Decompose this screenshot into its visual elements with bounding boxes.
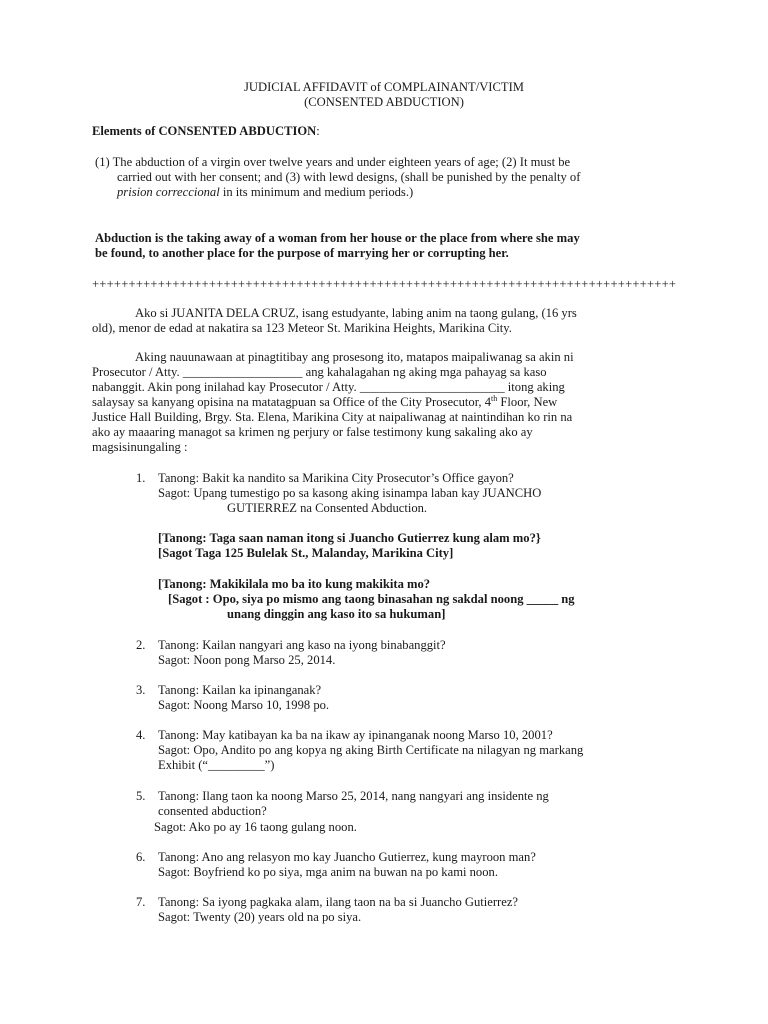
qa-1-answer-line2: GUTIERREZ na Consented Abduction. [227, 501, 428, 515]
document-title: JUDICIAL AFFIDAVIT of COMPLAINANT/VICTIM [244, 80, 524, 94]
qa-5-question-line2: consented abduction? [158, 804, 267, 818]
qa-1-bracket-answer-2-line1: [Sagot : Opo, siya po mismo ang taong binasahan ng sakdal noong _____ ng [168, 592, 575, 606]
intro-p2-line3-a: nabanggit. Akin pong inilahad kay Prosecutor / Atty. [92, 380, 360, 394]
elements-heading [92, 124, 320, 139]
qa-4-number: 4. [136, 728, 146, 742]
document-subtitle: (CONSENTED ABDUCTION) [304, 95, 464, 109]
prision-correccional-text: prision correccional [117, 185, 220, 199]
intro-p2-line3-b: itong aking [504, 380, 565, 394]
qa-1-answer-line1: Sagot: Upang tumestigo po sa kasong aking isinampa laban kay JUANCHO [158, 486, 542, 500]
qa-1-bracket-question-1: [Tanong: Taga saan naman itong si Juancho Gutierrez kung alam mo?} [158, 531, 541, 545]
intro-p2-line5: Justice Hall Building, Brgy. Sta. Elena, Marikina City at naipaliwanag at naintindihan ko rin na [92, 410, 573, 424]
intro-p2-line4-a: salaysay sa kanyang opisina na matatagpuan sa Office of the City Prosecutor, 4 [92, 395, 492, 409]
qa-1-bracket-answer-2-line2: unang dinggin ang kaso ito sa hukuman] [227, 607, 446, 621]
qa-6-question-text: Tanong: Ano ang relasyon mo kay Juancho Gutierrez, kung mayroon man? [158, 850, 536, 864]
qa-1-question-text: Tanong: Bakit ka nandito sa Marikina City Prosecutor’s Office gayon? [158, 471, 514, 485]
qa-7-question [136, 895, 518, 910]
qa-6-question [136, 850, 536, 865]
intro-p2-line2-a: Prosecutor / Atty. [92, 365, 183, 379]
intro-p2-line2 [92, 365, 678, 380]
intro-p2-line4-b: Floor, New [497, 395, 558, 409]
qa-4-answer-line2: Exhibit (“_________”) [158, 758, 275, 772]
qa-2-question [136, 638, 446, 653]
qa-7-number: 7. [136, 895, 146, 909]
elements-heading-bold: Elements of CONSENTED ABDUCTION [92, 124, 317, 138]
qa-2-answer: Sagot: Noon pong Marso 25, 2014. [158, 653, 336, 667]
intro-p1-line2: old), menor de edad at nakatira sa 123 Meteor St. Marikina Heights, Marikina City. [92, 321, 512, 335]
elements-line-3 [117, 185, 413, 200]
qa-1-bracket-question-2: [Tanong: Makikilala mo ba ito kung makikita mo? [158, 577, 431, 591]
qa-3-question [136, 683, 321, 698]
elements-line-3-rest: in its minimum and medium periods.) [219, 185, 414, 199]
separator-line: ++++++++++++++++++++++++++++++++++++++++++++++++++++++++++++++++++++++++++++++++ [92, 277, 677, 291]
qa-1-question [136, 471, 514, 486]
floor-superscript: th [491, 393, 498, 403]
qa-5-answer: Sagot: Ako po ay 16 taong gulang noon. [154, 820, 357, 834]
qa-3-question-text: Tanong: Kailan ka ipinanganak? [158, 683, 322, 697]
intro-p2-line2-b: ang kahalagahan ng aking mga pahayag sa kaso [302, 365, 547, 379]
qa-3-answer: Sagot: Noong Marso 10, 1998 po. [158, 698, 330, 712]
elements-line-1: (1) The abduction of a virgin over twelve years and under eighteen years of age; (2) It must be [95, 155, 571, 169]
qa-4-question [136, 728, 553, 743]
qa-5-question-text: Tanong: Ilang taon ka noong Marso 25, 2014, nang nangyari ang insidente ng [158, 789, 549, 803]
definition-line-2: be found, to another place for the purpose of marrying her or corrupting her. [95, 246, 509, 260]
qa-4-question-text: Tanong: May katibayan ka ba na ikaw ay ipinanganak noong Marso 10, 2001? [158, 728, 553, 742]
qa-7-answer: Sagot: Twenty (20) years old na po siya. [158, 910, 362, 924]
intro-p2-line1: Aking nauunawaan at pinagtitibay ang prosesong ito, matapos maipaliwanag sa akin ni [135, 350, 574, 364]
qa-7-question-text: Tanong: Sa iyong pagkaka alam, ilang taon na ba si Juancho Gutierrez? [158, 895, 519, 909]
qa-6-number: 6. [136, 850, 146, 864]
prosecutor-blank-2[interactable]: _______________________ [359, 380, 505, 394]
elements-heading-colon: : [316, 124, 320, 138]
qa-5-number: 5. [136, 789, 146, 803]
intro-p1-line1: Ako si JUANITA DELA CRUZ, isang estudyante, labing anim na taong gulang, (16 yrs [135, 306, 577, 320]
qa-4-answer-line1: Sagot: Opo, Andito po ang kopya ng aking Birth Certificate na nilagyan ng markang [158, 743, 584, 757]
qa-5-question [136, 789, 678, 804]
qa-6-answer: Sagot: Boyfriend ko po siya, mga anim na buwan na po kami noon. [158, 865, 498, 879]
qa-1-number: 1. [136, 471, 146, 485]
qa-1-bracket-answer-1: [Sagot Taga 125 Bulelak St., Malanday, Marikina City] [158, 546, 454, 560]
qa-2-question-text: Tanong: Kailan nangyari ang kaso na iyong binabanggit? [158, 638, 446, 652]
intro-p2-line6: ako ay maaaring managot sa krimen ng perjury or false testimony kung sakaling ako ay [92, 425, 533, 439]
prosecutor-blank-1[interactable]: ___________________ [182, 365, 303, 379]
elements-line-2: carried out with her consent; and (3) with lewd designs, (shall be punished by the penalty of [117, 170, 581, 184]
qa-3-number: 3. [136, 683, 146, 697]
qa-2-number: 2. [136, 638, 146, 652]
intro-p2-line3 [92, 380, 678, 395]
intro-p2-line4 [92, 395, 557, 410]
definition-line-1: Abduction is the taking away of a woman from her house or the place from where she may [95, 231, 580, 245]
intro-p2-line7: magsisinungaling : [92, 440, 188, 454]
